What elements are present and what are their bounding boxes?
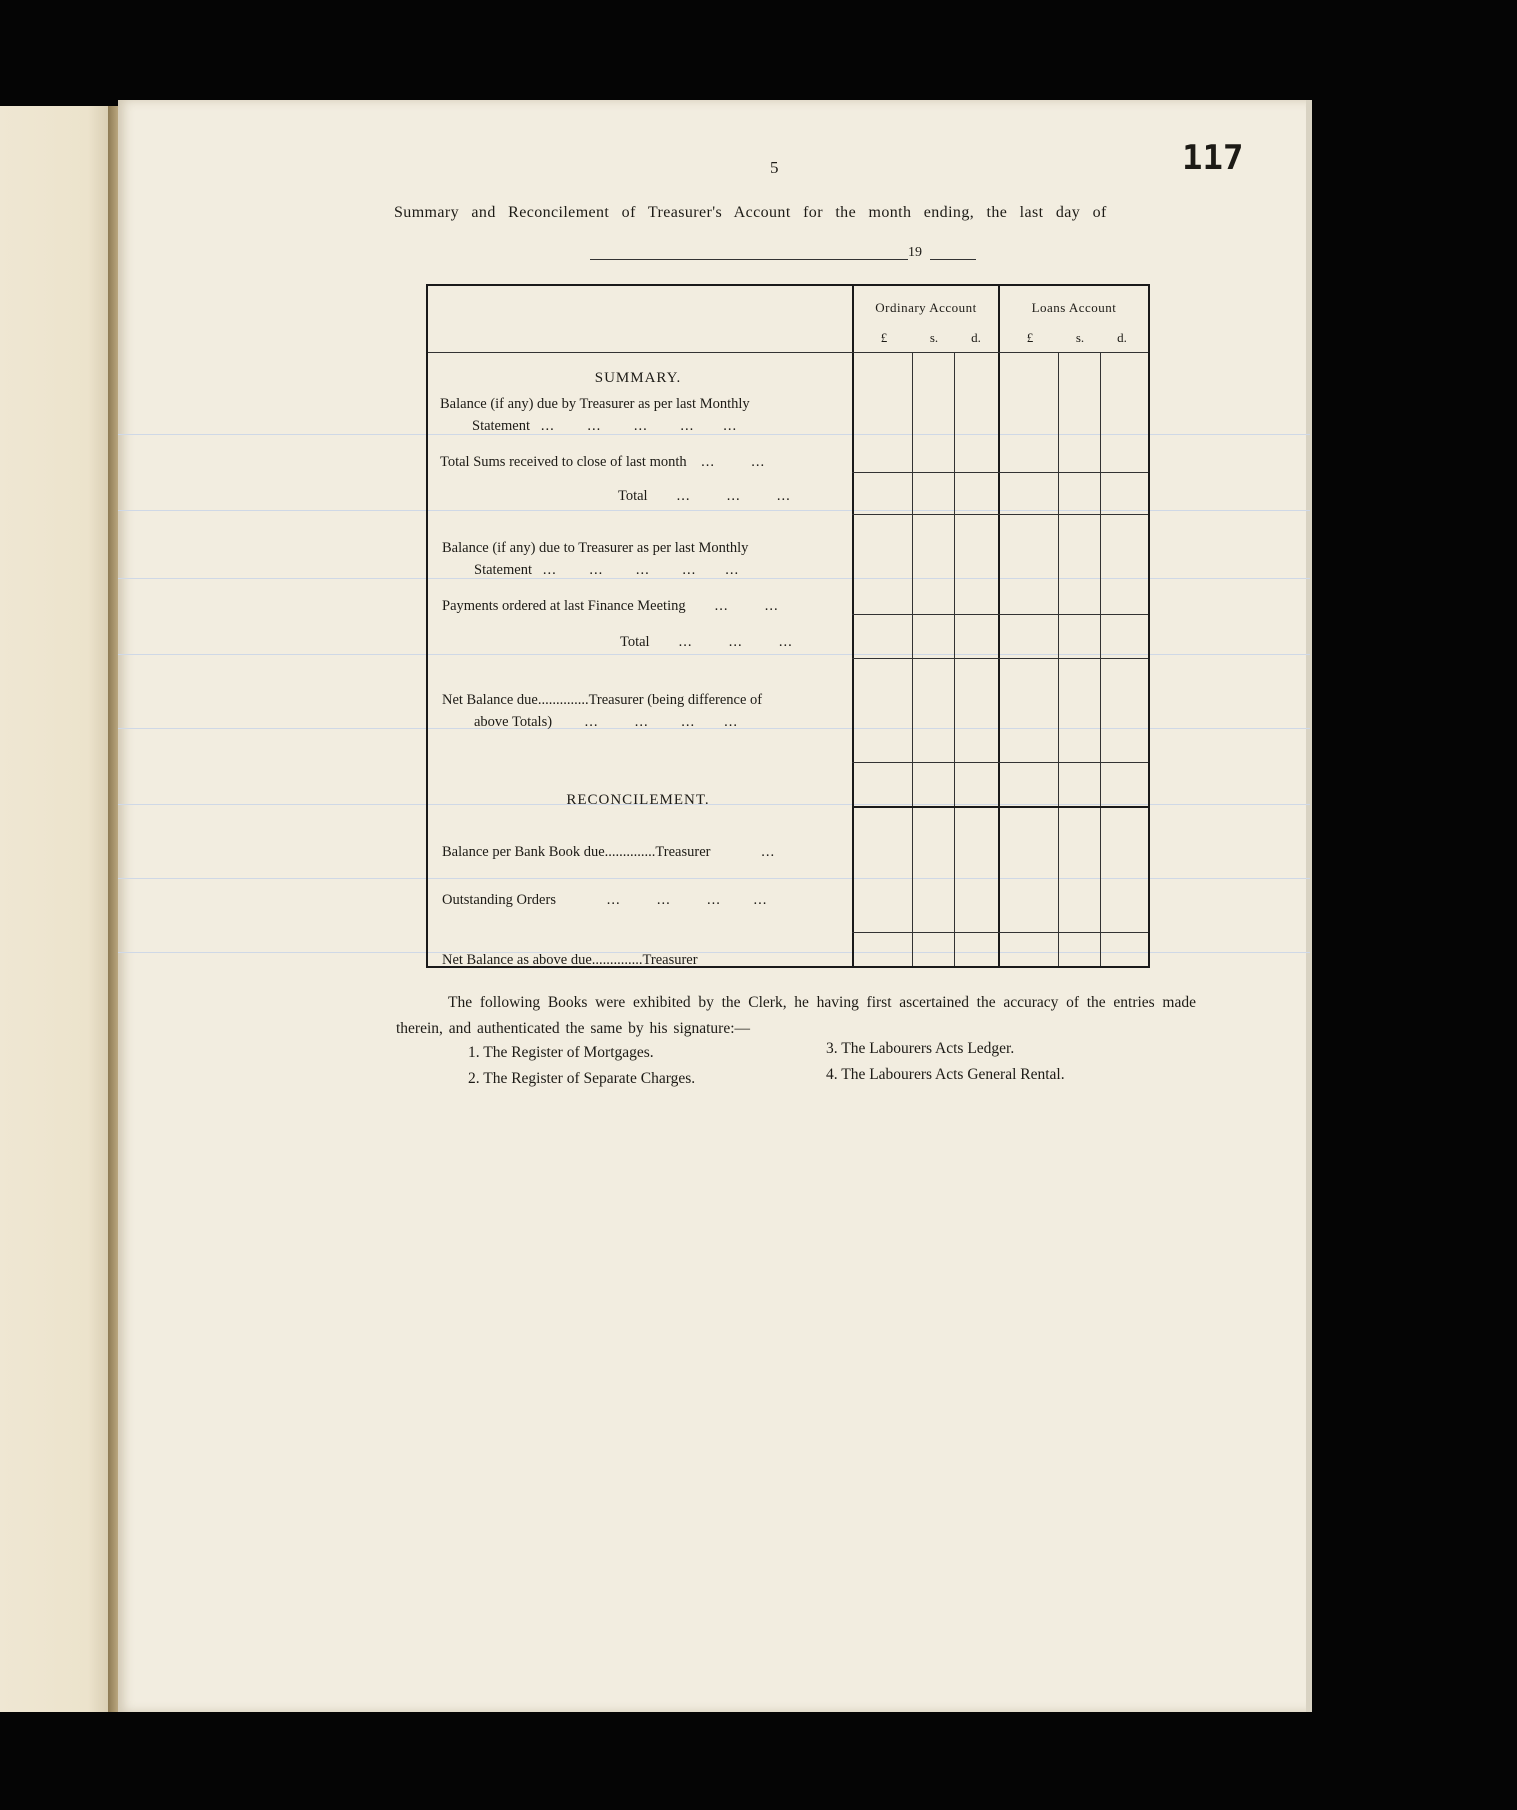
- row-label-total-2: Total ... ... ...: [620, 634, 793, 650]
- row-label-total-1: Total ... ... ...: [618, 488, 791, 504]
- row-label-total-sums-received: Total Sums received to close of last month ... ...: [440, 454, 766, 470]
- ordinary-pounds-heading: £: [880, 330, 888, 345]
- column-divider-ordinary-s: [912, 352, 913, 966]
- ordinary-shillings-heading: s.: [929, 330, 939, 345]
- account-table: [426, 284, 1150, 968]
- page-number: 5: [770, 158, 779, 177]
- column-divider-label: [852, 286, 854, 966]
- books-exhibited-paragraph: The following Books were exhibited by the Clerk, he having first ascertained the accuracy of the entries made therein, and authenticated the same by his signature:—: [396, 994, 1196, 1037]
- ordinary-pence-heading: d.: [971, 330, 981, 345]
- row-label-balance-by-statement: Statement ... ... ... ... ...: [472, 418, 738, 434]
- column-divider-loans-d: [1100, 352, 1101, 966]
- row-label-balance-to-treasurer: Balance (if any) due to Treasurer as per last Monthly: [442, 540, 749, 556]
- row-label-net-balance-due: Net Balance due..............Treasurer (being difference of: [442, 692, 763, 708]
- column-divider-loans-s: [1058, 352, 1059, 966]
- row-label-balance-by-treasurer: Balance (if any) due by Treasurer as per last Monthly: [440, 396, 750, 412]
- ordinary-account-heading: Ordinary Account: [875, 300, 977, 315]
- row-label-balance-to-statement: Statement ... ... ... ... ...: [474, 562, 740, 578]
- year-blank-rule: [930, 259, 976, 260]
- row-label-bank-book: Balance per Bank Book due..............Treasurer ...: [442, 844, 776, 860]
- loans-account-heading: Loans Account: [1031, 300, 1117, 315]
- list-item-register-of-mortgages: 1. The Register of Mortgages.: [468, 1044, 654, 1061]
- header-rule: [428, 352, 1148, 353]
- folio-number: 117: [1182, 138, 1244, 178]
- column-divider-accounts: [998, 286, 1000, 966]
- row-rule-bold: [852, 806, 1148, 808]
- loans-pence-heading: d.: [1117, 330, 1127, 345]
- left-page: [0, 106, 110, 1712]
- row-rule: [852, 472, 1148, 473]
- reconcilement-heading: RECONCILEMENT.: [566, 792, 710, 808]
- row-rule: [852, 762, 1148, 763]
- list-item-labourers-acts-ledger: 3. The Labourers Acts Ledger.: [826, 1040, 1015, 1057]
- summary-heading: SUMMARY.: [594, 370, 682, 386]
- date-year: 19: [908, 245, 922, 260]
- row-rule: [852, 932, 1148, 933]
- list-item-labourers-acts-general-rental: 4. The Labourers Acts General Rental.: [826, 1066, 1065, 1083]
- date-blank-rule: [590, 259, 908, 260]
- row-label-net-balance-above: Net Balance as above due..............Treasurer: [442, 952, 698, 968]
- row-rule: [852, 614, 1148, 615]
- row-rule: [852, 658, 1148, 659]
- row-label-outstanding-orders: Outstanding Orders ... ... ... ...: [442, 892, 768, 908]
- loans-shillings-heading: s.: [1075, 330, 1085, 345]
- row-label-payments-ordered: Payments ordered at last Finance Meeting ... ...: [442, 598, 779, 614]
- loans-pounds-heading: £: [1026, 330, 1034, 345]
- column-divider-ordinary-d: [954, 352, 955, 966]
- page-edge: [1306, 100, 1312, 1712]
- date-line: [590, 245, 976, 265]
- row-rule: [852, 514, 1148, 515]
- page-title: Summary and Reconcilement of Treasurer's Account for the month ending, the last day of: [394, 204, 1107, 221]
- list-item-register-of-separate-charges: 2. The Register of Separate Charges.: [468, 1070, 696, 1087]
- row-label-above-totals: above Totals) ... ... ... ...: [474, 714, 739, 730]
